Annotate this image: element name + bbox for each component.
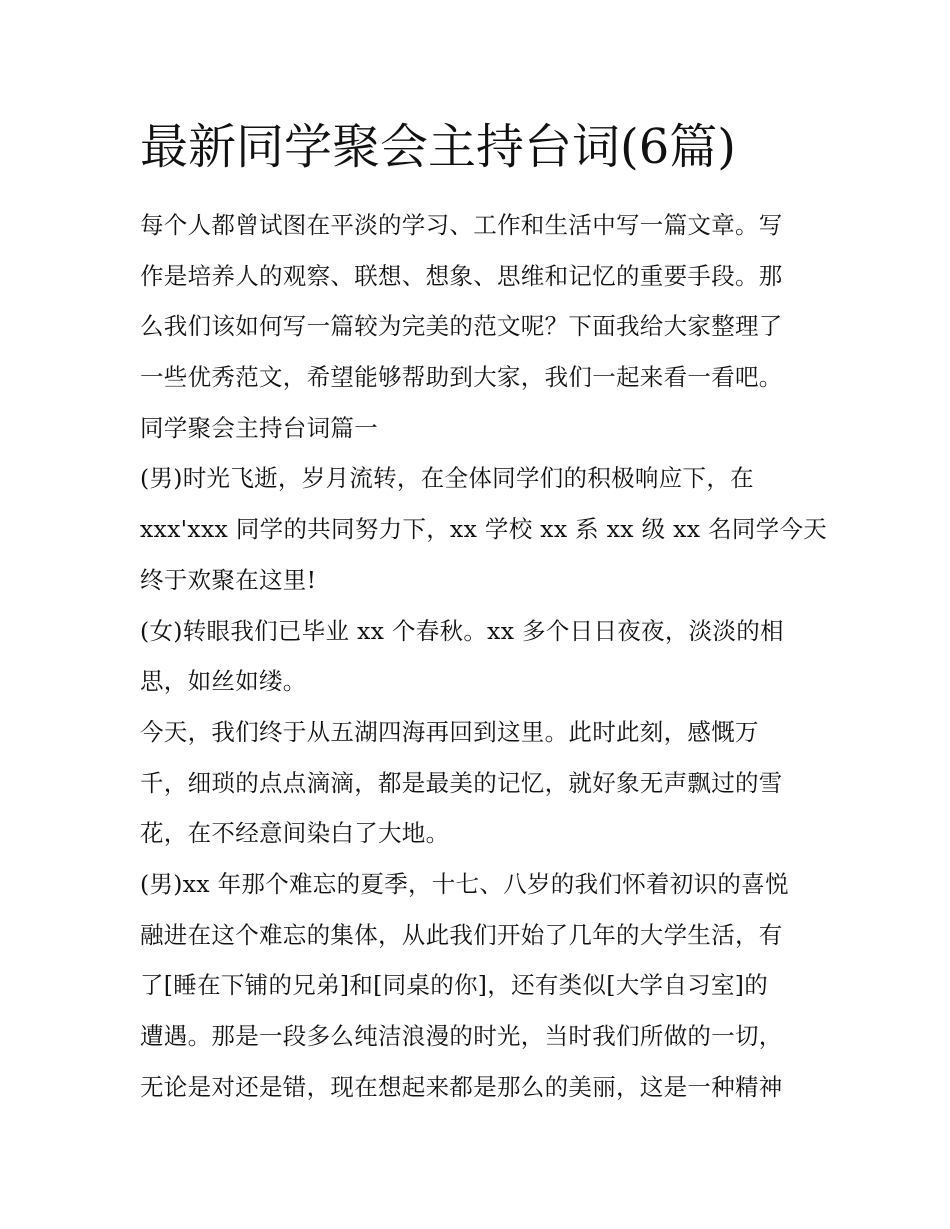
text-line: 今天，我们终于从五湖四海再回到这里。此时此刻，感慨万 [140, 717, 759, 746]
text-line: 么我们该如何写一篇较为完美的范文呢？下面我给大家整理了 [140, 312, 783, 341]
section-heading: 同学聚会主持台词篇一 [140, 413, 378, 442]
text-line: 花，在不经意间染白了大地。 [140, 819, 450, 848]
text-line: 终于欢聚在这里! [140, 565, 317, 594]
text-line: (女)转眼我们已毕业 xx 个春秋。xx 多个日日夜夜，淡淡的相 [140, 616, 784, 645]
document-body [140, 200, 828, 1112]
document-title: 最新同学聚会主持台词(6篇) [140, 119, 736, 175]
text-line: 作是培养人的观察、联想、想象、思维和记忆的重要手段。那 [140, 261, 783, 290]
text-line: 无论是对还是错，现在想起来都是那么的美丽，这是一种精神 [140, 1072, 783, 1101]
text-line: 遭遇。那是一段多么纯洁浪漫的时光，当时我们所做的一切， [140, 1022, 783, 1050]
text-line: 思，如丝如缕。 [140, 667, 307, 696]
text-line: 一些优秀范文，希望能够帮助到大家，我们一起来看一看吧。 [140, 363, 783, 392]
text-line: 每个人都曾试图在平淡的学习、工作和生活中写一篇文章。写 [140, 211, 783, 239]
text-line: (男)xx 年那个难忘的夏季，十七、八岁的我们怀着初识的喜悦 [140, 869, 789, 898]
text-line: (男)时光飞逝，岁月流转，在全体同学们的积极响应下，在 [140, 464, 754, 493]
text-line: 了[睡在下铺的兄弟]和[同桌的你]，还有类似[大学自习室]的 [140, 971, 769, 1000]
text-line: 融进在这个难忘的集体，从此我们开始了几年的大学生活，有 [140, 920, 783, 949]
text-line: xxx'xxx 同学的共同努力下，xx 学校 xx 系 xx 级 xx 名同学今天 [140, 515, 828, 544]
text-line: 千，细琐的点点滴滴，都是最美的记忆，就好象无声飘过的雪 [140, 768, 783, 797]
